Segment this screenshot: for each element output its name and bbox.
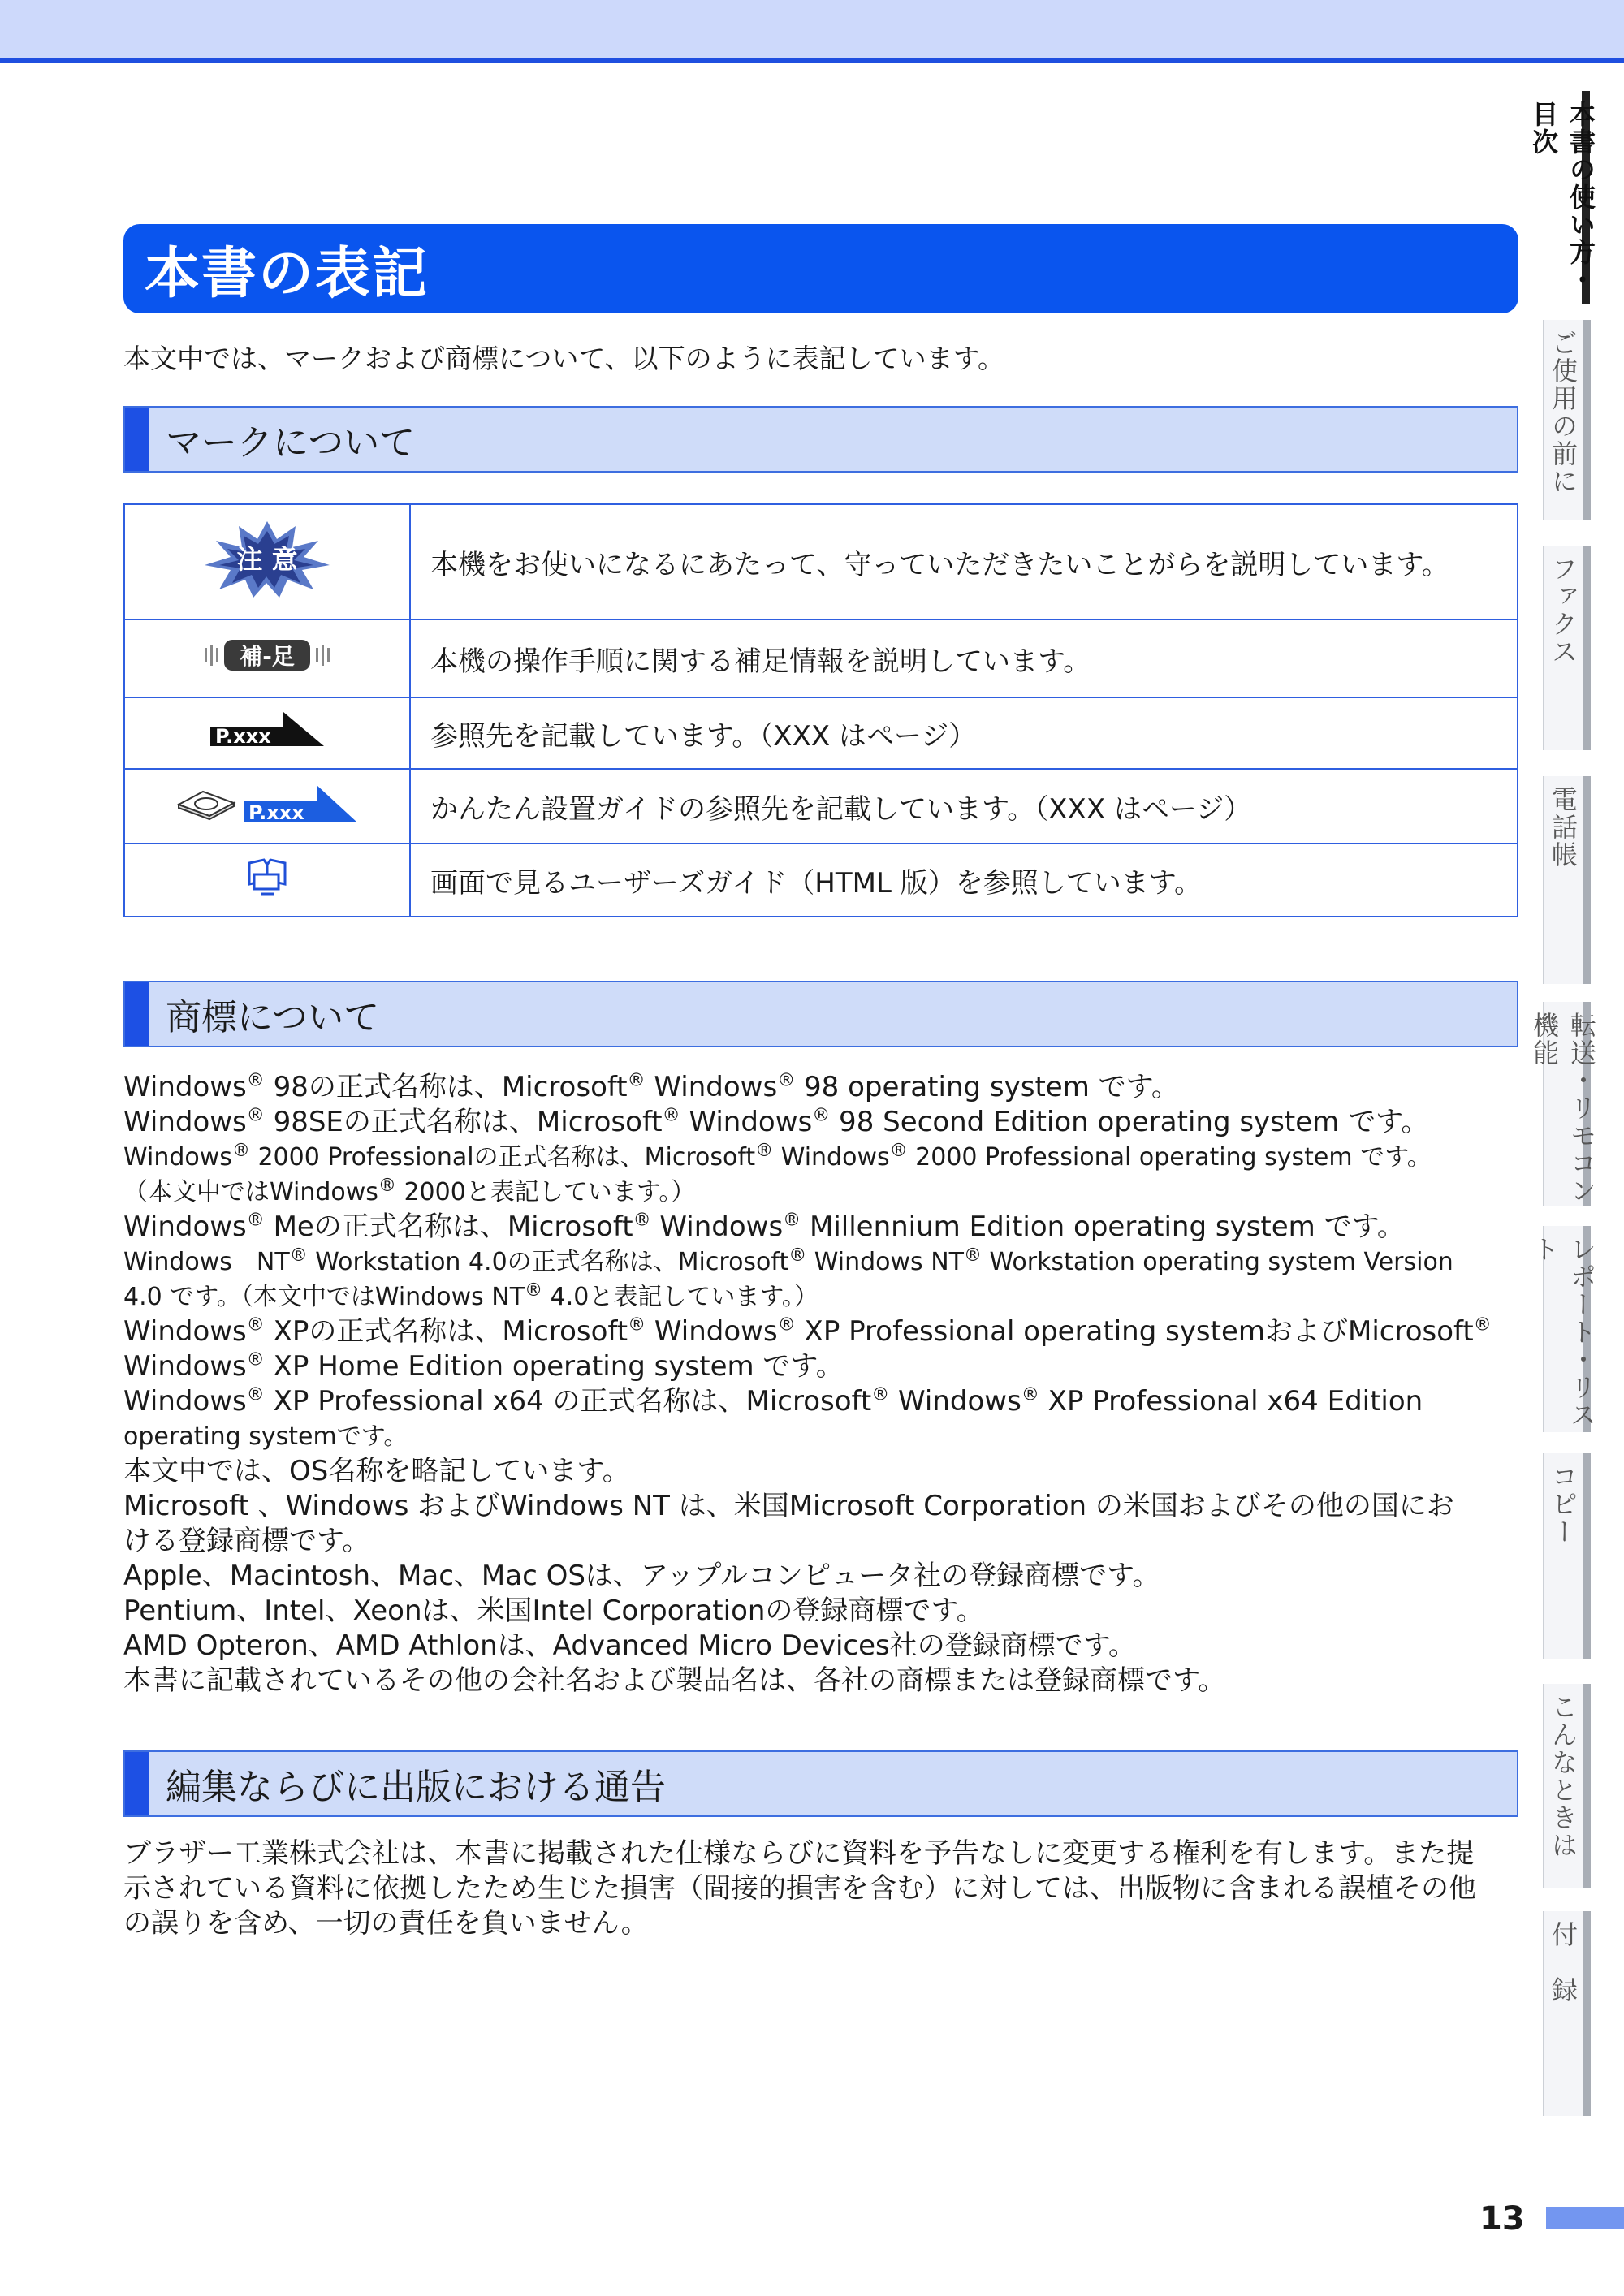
publishing-notice: ブラザー工業株式会社は、本書に掲載された仕様ならびに資料を予告なしに変更する権利を有します。また提 示されている資料に依拠したため生じた損害（間接的損害を含む）に対しては、出版物に含まれる誤植その他 の誤りを含め、一切の責任を負いません。 — [123, 1837, 1476, 1940]
table-row — [124, 619, 1518, 697]
svg-text:P.xxx: P.xxx — [248, 801, 304, 824]
setup-guide-ref-icon — [174, 780, 361, 826]
section-marker — [125, 982, 149, 1046]
trademark-line: Windows® 98SEの正式名称は、Microsoft® Windows® 98 Second Edition operating system です。 — [123, 1105, 1429, 1138]
trademark-line: operating systemです。 — [123, 1422, 408, 1451]
section-heading-publishing — [123, 1750, 1518, 1817]
page-title: 本書の表記 — [145, 241, 430, 306]
section-title: 編集ならびに出版における通告 — [166, 1767, 666, 1808]
section-marker — [125, 408, 149, 471]
svg-text:注 意: 注 意 — [236, 543, 298, 575]
section-title: 商標について — [166, 997, 380, 1038]
trademark-line: Microsoft 、Windows およびWindows NT は、米国Microsoft Corporation の米国およびその他の国にお — [123, 1490, 1454, 1522]
mark-desc-setup-guide: かんたん設置ガイドの参照先を記載しています。（XXX はページ） — [410, 769, 1518, 844]
caution-badge-icon — [198, 518, 336, 599]
side-tab-appendix[interactable]: 付 録 — [1543, 1911, 1591, 2116]
side-tab-contents[interactable]: 本書の使い方・ 目次 — [1543, 91, 1590, 304]
section-marker — [125, 1752, 149, 1815]
section-title: マークについて — [166, 422, 416, 464]
trademark-line: 本文中では、OS名称を略記しています。 — [123, 1455, 630, 1487]
page-title-bar — [123, 224, 1518, 313]
page-number: 13 — [1479, 2200, 1525, 2238]
trademark-line: Windows® XP Professional x64 の正式名称は、Microsoft® Windows® XP Professional x64 Edition — [123, 1384, 1423, 1418]
table-row — [124, 769, 1518, 844]
section-heading-trademarks — [123, 981, 1518, 1047]
side-tab-before-use[interactable]: ご使用の前に — [1543, 320, 1591, 520]
trademark-line: Windows® Meの正式名称は、Microsoft® Windows® Millennium Edition operating system です。 — [123, 1210, 1405, 1243]
side-tab-forward-remote[interactable]: 転送・リモコン機能 — [1543, 1002, 1591, 1206]
intro-text: 本文中では、マークおよび商標について、以下のように表記しています。 — [123, 343, 1005, 374]
table-row — [124, 697, 1518, 769]
section-heading-marks — [123, 406, 1518, 473]
trademark-line: AMD Opteron、AMD Athlonは、Advanced Micro Devices社の登録商標です。 — [123, 1629, 1137, 1662]
table-row — [124, 504, 1518, 619]
header-band — [0, 0, 1624, 58]
side-tab-copy[interactable]: コピー — [1543, 1453, 1591, 1659]
trademark-line: Apple、Macintosh、Mac、Mac OSは、アップルコンピュータ社の登録商標です。 — [123, 1560, 1160, 1592]
svg-text:補-足: 補-足 — [240, 642, 295, 670]
trademark-line: （本文中ではWindows® 2000と表記しています。） — [123, 1176, 696, 1206]
onscreen-guide-icon — [243, 857, 292, 897]
trademark-line: Windows® XPの正式名称は、Microsoft® Windows® XP Professional operating systemおよびMicrosoft® — [123, 1314, 1492, 1348]
header-rule — [0, 58, 1624, 63]
trademark-line: Windows® 2000 Professionalの正式名称は、Microsoft® Windows® 2000 Professional operating system です。 — [123, 1141, 1432, 1172]
mark-desc-onscreen-guide: 画面で見るユーザーズガイド（HTML 版）を参照しています。 — [410, 844, 1518, 917]
side-tab-fax[interactable]: ファクス — [1543, 546, 1591, 750]
trademark-list — [123, 1070, 1520, 1698]
trademark-line: Windows® 98の正式名称は、Microsoft® Windows® 98 operating system です。 — [123, 1070, 1179, 1103]
page-number-bar — [1546, 2207, 1624, 2229]
side-tab-phonebook[interactable]: 電話帳 — [1543, 776, 1591, 984]
side-tab-report-list[interactable]: レポート・リスト — [1543, 1226, 1591, 1432]
page-ref-arrow-icon — [202, 709, 332, 751]
trademark-line: 4.0 です。（本文中ではWindows NT® 4.0と表記しています。） — [123, 1280, 818, 1311]
mark-desc-page-ref: 参照先を記載しています。（XXX はページ） — [410, 697, 1518, 769]
disc-book-icon — [179, 792, 234, 819]
mark-table — [123, 503, 1518, 917]
trademark-line: 本書に記載されているその他の会社名および製品名は、各社の商標または登録商標です。 — [123, 1664, 1226, 1697]
table-row — [124, 844, 1518, 917]
trademark-line: Pentium、Intel、Xeonは、米国Intel Corporationの登録商標です。 — [123, 1595, 984, 1627]
svg-text:P.xxx: P.xxx — [215, 724, 271, 748]
side-tab-troubleshooting[interactable]: こんなときは — [1543, 1684, 1591, 1888]
trademark-line: Windows® XP Home Edition operating system です。 — [123, 1349, 844, 1383]
supplement-badge-icon — [198, 635, 336, 675]
trademark-line: ける登録商標です。 — [123, 1525, 370, 1557]
mark-desc-supplement: 本機の操作手順に関する補足情報を説明しています。 — [410, 619, 1518, 697]
mark-desc-caution: 本機をお使いになるにあたって、守っていただきたいことがらを説明しています。 — [410, 504, 1518, 619]
trademark-line: Windows NT® Workstation 4.0の正式名称は、Microsoft® Windows NT® Workstation operating system Version — [123, 1245, 1453, 1276]
